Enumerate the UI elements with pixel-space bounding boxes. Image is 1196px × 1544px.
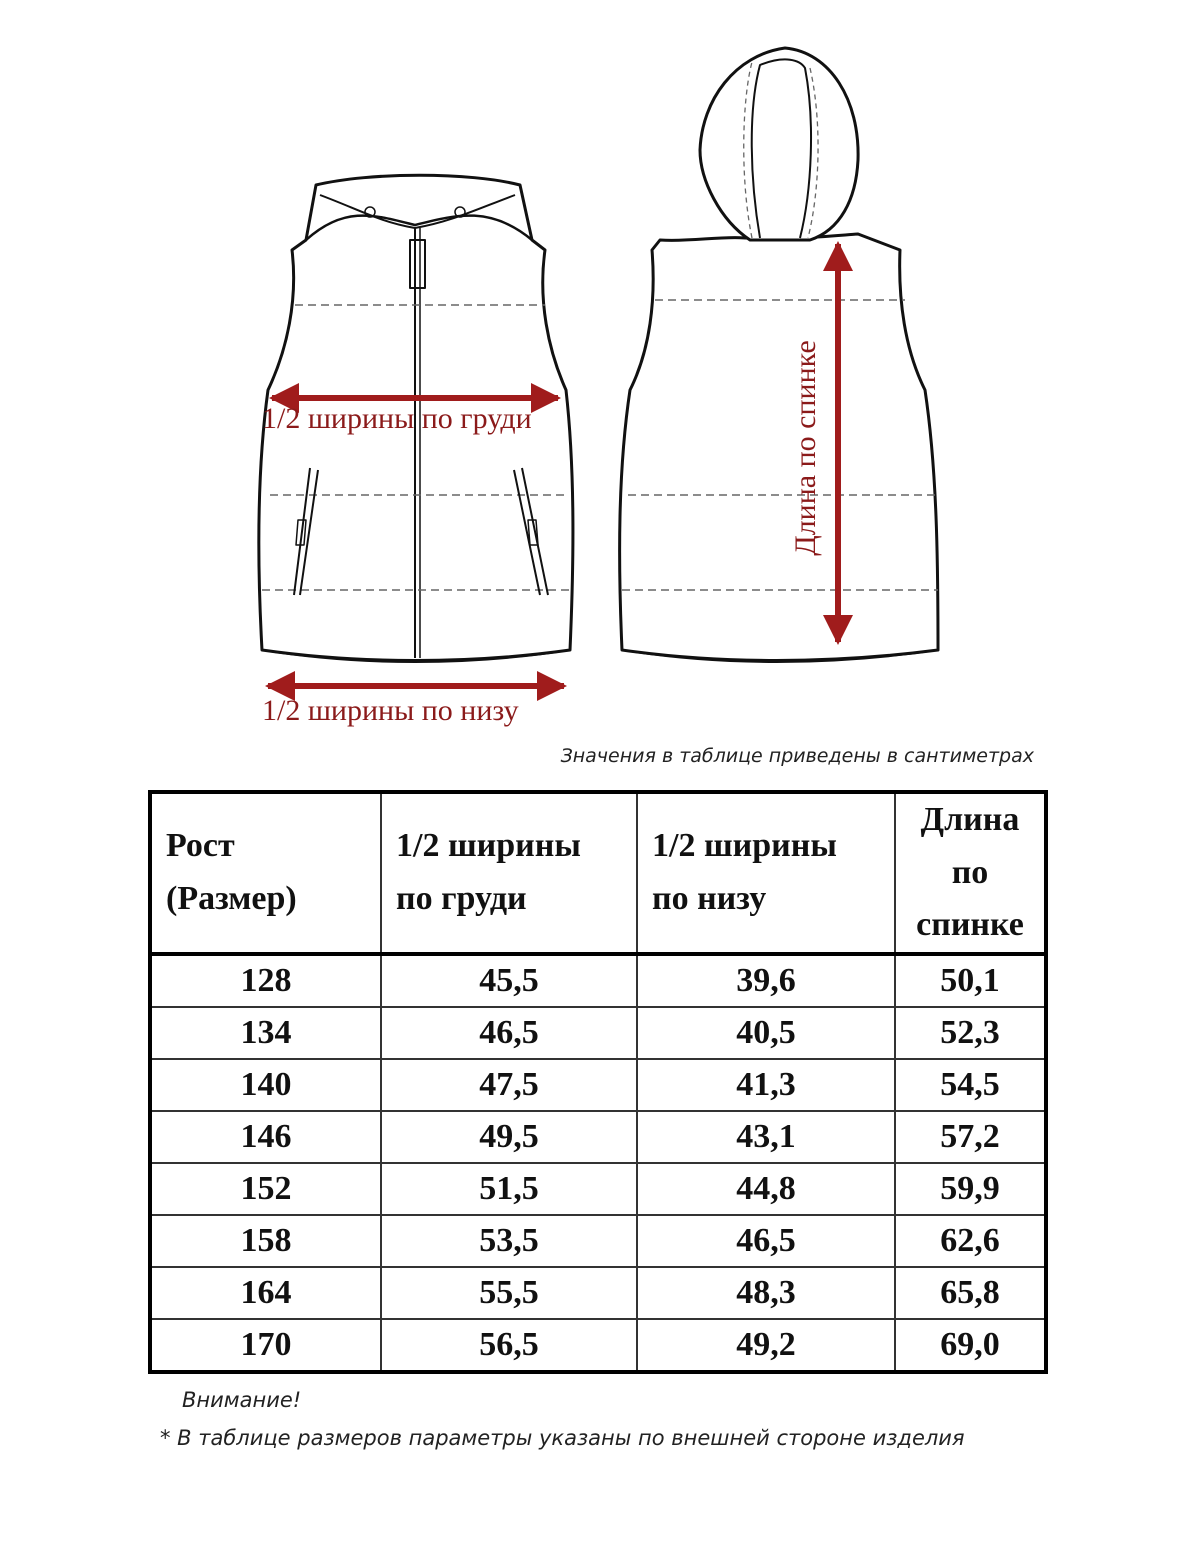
header-chest: 1/2 ширины по груди (381, 792, 637, 954)
cell-length: 50,1 (895, 954, 1046, 1007)
cell-chest: 51,5 (381, 1163, 637, 1215)
chest-width-label: 1/2 ширины по груди (262, 402, 532, 435)
cell-chest: 55,5 (381, 1267, 637, 1319)
attention-title: Внимание! (182, 1388, 302, 1412)
cell-bottom: 43,1 (637, 1111, 895, 1163)
cell-height: 170 (150, 1319, 381, 1372)
cell-chest: 53,5 (381, 1215, 637, 1267)
vest-back-drawing (620, 48, 938, 662)
cell-length: 54,5 (895, 1059, 1046, 1111)
cell-length: 57,2 (895, 1111, 1046, 1163)
header-length: Длина по спинке (895, 792, 1046, 954)
cell-bottom: 40,5 (637, 1007, 895, 1059)
table-row (150, 1215, 1046, 1267)
cell-chest: 56,5 (381, 1319, 637, 1372)
table-row (150, 954, 1046, 1007)
back-length-label: Длина по спинке (789, 340, 822, 556)
cell-height: 128 (150, 954, 381, 1007)
cell-height: 164 (150, 1267, 381, 1319)
header-bottom: 1/2 ширины по низу (637, 792, 895, 954)
cell-chest: 45,5 (381, 954, 637, 1007)
cell-length: 62,6 (895, 1215, 1046, 1267)
cell-length: 65,8 (895, 1267, 1046, 1319)
cell-bottom: 41,3 (637, 1059, 895, 1111)
cell-bottom: 39,6 (637, 954, 895, 1007)
cell-height: 146 (150, 1111, 381, 1163)
table-row (150, 1319, 1046, 1372)
cell-length: 69,0 (895, 1319, 1046, 1372)
table-row (150, 1111, 1046, 1163)
cell-chest: 46,5 (381, 1007, 637, 1059)
cell-bottom: 46,5 (637, 1215, 895, 1267)
cell-height: 152 (150, 1163, 381, 1215)
cell-height: 140 (150, 1059, 381, 1111)
table-header-row (150, 792, 1046, 954)
cell-bottom: 44,8 (637, 1163, 895, 1215)
table-row (150, 1267, 1046, 1319)
cell-bottom: 49,2 (637, 1319, 895, 1372)
measurement-note: * В таблице размеров параметры указаны по внешней стороне изделия (160, 1426, 965, 1450)
cell-bottom: 48,3 (637, 1267, 895, 1319)
table-row (150, 1007, 1046, 1059)
size-table (148, 790, 1048, 1374)
header-height: Рост (Размер) (150, 792, 381, 954)
cell-chest: 47,5 (381, 1059, 637, 1111)
table-row (150, 1163, 1046, 1215)
table-row (150, 1059, 1046, 1111)
cell-chest: 49,5 (381, 1111, 637, 1163)
units-note: Значения в таблице приведены в сантиметрах (560, 745, 1034, 767)
cell-height: 134 (150, 1007, 381, 1059)
cell-height: 158 (150, 1215, 381, 1267)
bottom-width-label: 1/2 ширины по низу (262, 694, 519, 727)
notes (160, 1388, 965, 1450)
cell-length: 59,9 (895, 1163, 1046, 1215)
vest-illustration (0, 0, 1196, 760)
cell-length: 52,3 (895, 1007, 1046, 1059)
